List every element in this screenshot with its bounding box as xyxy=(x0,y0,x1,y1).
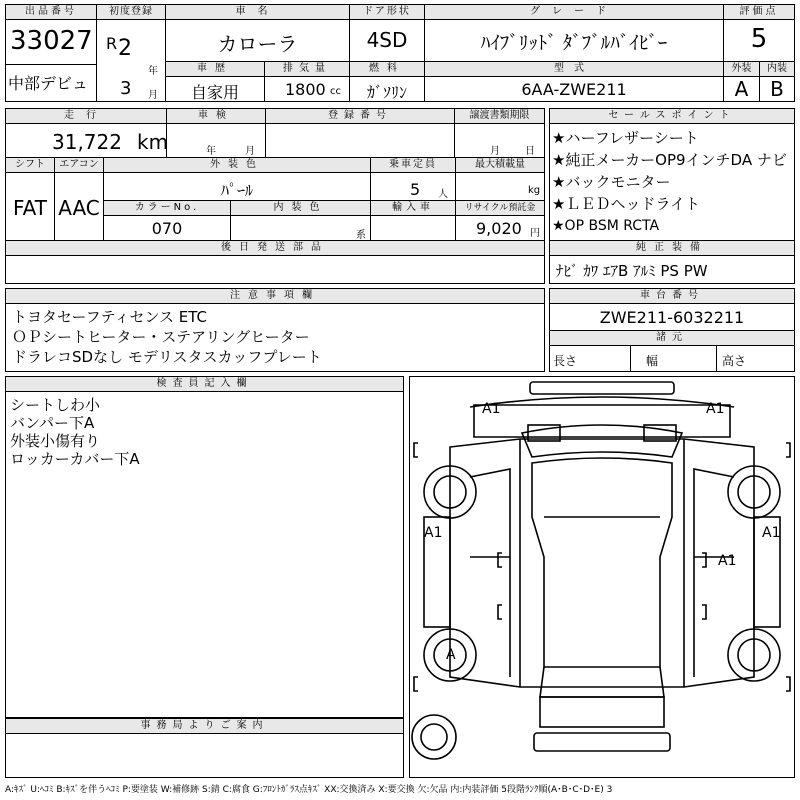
notes-line: ＯＰシートヒーター・ステアリングヒーター xyxy=(12,328,310,346)
selling-point-item: ★ＬＥＤヘッドライト xyxy=(552,195,700,213)
color-label: 外装色 xyxy=(104,158,370,173)
selling-points-label: セールスポイント xyxy=(550,109,794,124)
damage-mark: A1 xyxy=(424,525,443,541)
notes-line: トヨタセーフティセンス ETC xyxy=(12,308,208,326)
import-label: 輸入車 xyxy=(371,201,455,216)
selling-point-item: ★純正メーカーOP9インチDA ナビ xyxy=(552,151,787,169)
reg-no-label: 登録番号 xyxy=(266,109,454,124)
load-label: 最大積載量 xyxy=(456,158,544,173)
damage-mark: A1 xyxy=(706,401,725,417)
damage-mark: A xyxy=(446,647,456,663)
load-unit: kg xyxy=(528,185,541,196)
history-label: 車歴 xyxy=(166,62,264,77)
color: ﾊﾟｰﾙ xyxy=(220,181,253,200)
transfer-day: 日 xyxy=(525,146,535,157)
selling-point-item: ★OP BSM RCTA xyxy=(552,218,660,234)
lot-number: 33027 xyxy=(10,26,93,56)
inspection-label: 車検 xyxy=(167,109,265,124)
dims-height: 高さ xyxy=(722,354,747,368)
color-no: 070 xyxy=(151,219,183,238)
dims-width: 幅 xyxy=(646,354,659,368)
notes-line: ドラレコSDなし モデリスタスカッフプレート xyxy=(12,348,322,366)
capacity: 5 xyxy=(410,180,421,199)
capacity-unit: 人 xyxy=(438,189,448,200)
office-label: 事務局よりご案内 xyxy=(6,719,403,734)
legend: A:ｷｽﾞ U:ﾍｺﾐ B:ｷｽﾞを伴うﾍｺﾐ P:要塗装 W:補修跡 S:錆 C:腐食 G:ﾌﾛﾝﾄｶﾞﾗｽ点ｷｽﾞ XX:交換済み X:要交換 欠:欠品 内:内装評価 5段階ﾗﾝｸ順(A･B･C･D･E) 3 xyxy=(5,785,613,795)
displacement: 1800 xyxy=(285,80,326,99)
color-no-label: カラーNo. xyxy=(104,201,230,216)
lot-label: 出品番号 xyxy=(6,5,96,20)
chassis-label: 車台番号 xyxy=(550,289,794,304)
parts-label: 後日発送部品 xyxy=(6,241,544,256)
first-reg-label: 初度登録 xyxy=(97,5,165,20)
int-color-unit: 系 xyxy=(356,230,366,241)
shift: FAT xyxy=(12,196,47,220)
score: 5 xyxy=(750,24,768,54)
grade: ﾊｲﾌﾞﾘｯﾄﾞ ﾀﾞﾌﾞﾙﾊﾞｲﾋﾞｰ xyxy=(480,32,668,54)
yen-unit: 円 xyxy=(530,228,540,239)
int-color-label: 内装色 xyxy=(231,201,370,216)
fuel: ｶﾞｿﾘﾝ xyxy=(366,83,407,102)
damage-mark: A1 xyxy=(718,553,737,569)
interior-label: 内装 xyxy=(760,62,794,77)
debut-label: 中部デビュ xyxy=(8,74,89,93)
equipment: ﾅﾋﾞ ｶﾜ ｴｱB ｱﾙﾐ PS PW xyxy=(556,262,708,280)
mileage: 31,722 xyxy=(52,130,122,154)
model-label: 型式 xyxy=(425,62,723,77)
ac-label: エアコン xyxy=(55,158,103,173)
displacement-label: 排気量 xyxy=(265,62,349,77)
model: 6AA-ZWE211 xyxy=(521,80,627,99)
damage-mark: A1 xyxy=(482,401,501,417)
inspector-label: 検査員記入欄 xyxy=(6,377,403,392)
inspector-line: シートしわ小 xyxy=(10,396,101,414)
km-unit: km xyxy=(137,130,169,154)
car-outline-diagram xyxy=(410,377,794,777)
shift-label: シフト xyxy=(6,158,54,173)
reg-month: 3 xyxy=(120,78,132,99)
year-unit: 年 xyxy=(148,66,158,77)
interior-grade: B xyxy=(770,77,784,101)
chassis-number: ZWE211-6032211 xyxy=(599,308,745,327)
car-diagram xyxy=(409,376,795,778)
inspector-line: ロッカーカバー下A xyxy=(10,450,140,468)
dims-label: 諸元 xyxy=(550,331,794,346)
car-name: カローラ xyxy=(217,32,298,56)
grade-label: グレード xyxy=(425,5,723,20)
inspection-year-unit: 年 xyxy=(206,146,216,157)
capacity-label: 乗車定員 xyxy=(371,158,455,173)
notes-label: 注意事項欄 xyxy=(6,289,544,304)
score-label: 評価点 xyxy=(724,5,794,20)
ac: AAC xyxy=(58,196,100,220)
recycle-label: リサイクル預託金 xyxy=(456,201,544,216)
reg-year: 2 xyxy=(118,36,132,61)
equipment-label: 純正装備 xyxy=(550,241,794,256)
inspector-line: 外装小傷有り xyxy=(10,432,101,450)
car-name-label: 車名 xyxy=(166,5,349,20)
recycle: 9,020 xyxy=(476,219,522,238)
exterior-grade: A xyxy=(734,77,749,101)
selling-point-item: ★バックモニター xyxy=(552,173,671,191)
inspection-month-unit: 月 xyxy=(245,146,255,157)
dims-length: 長さ xyxy=(553,354,578,368)
month-unit: 月 xyxy=(148,90,158,101)
transfer-month: 月 xyxy=(490,146,500,157)
door-label: ドア形状 xyxy=(350,5,424,20)
cc-unit: cc xyxy=(330,86,341,97)
selling-point-item: ★ハーフレザーシート xyxy=(552,129,699,147)
history: 自家用 xyxy=(190,83,239,102)
exterior-label: 外装 xyxy=(724,62,759,77)
fuel-label: 燃料 xyxy=(350,62,424,77)
transfer-label: 譲渡書類期限 xyxy=(455,109,544,124)
door-type: 4SD xyxy=(366,28,408,52)
mileage-label: 走行 xyxy=(6,109,166,124)
inspector-line: バンパー下A xyxy=(10,414,95,432)
damage-mark: A1 xyxy=(762,525,781,541)
era: R xyxy=(106,34,118,53)
